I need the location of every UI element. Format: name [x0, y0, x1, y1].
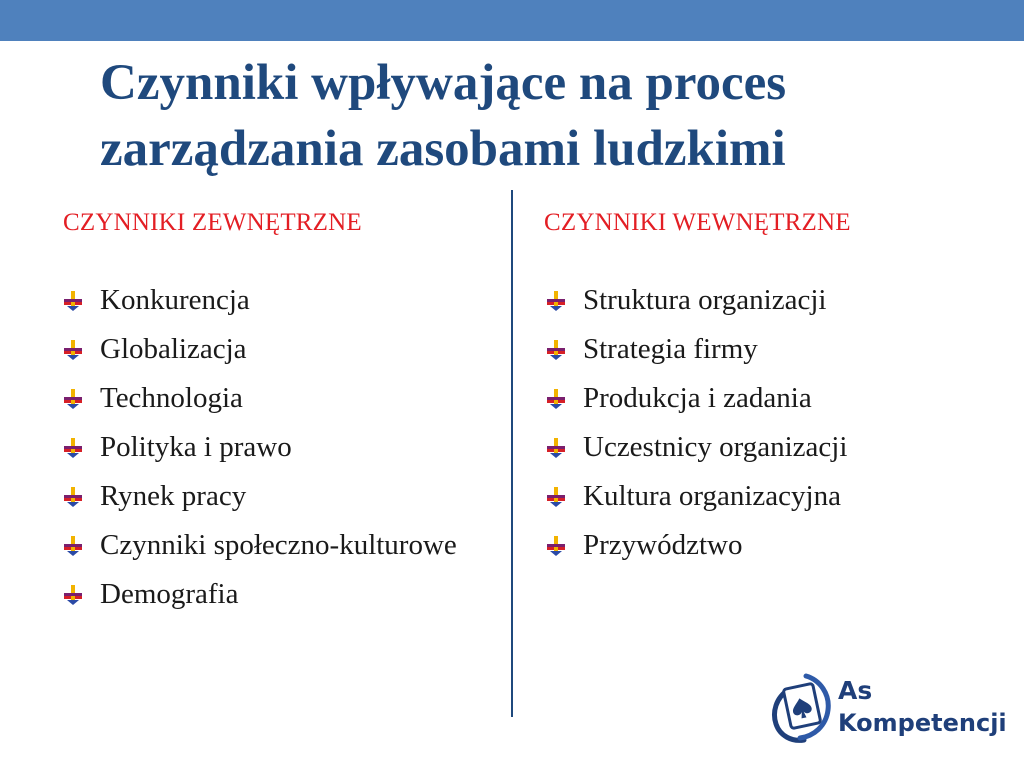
bullet-list-item: [545, 379, 965, 417]
logo-text-kompetencji: Kompetencji: [838, 709, 1007, 737]
bullet-item-text: Uczestnicy organizacji: [583, 431, 848, 463]
bullet-list-item: [62, 281, 482, 319]
bullet-item-text: Produkcja i zadania: [583, 382, 812, 414]
bullet-item-text: Rynek pracy: [100, 480, 247, 512]
arrow-bullet-icon: [545, 338, 567, 360]
bullet-list-item: [545, 477, 965, 515]
bullet-item-text: Kultura organizacyjna: [583, 480, 841, 512]
bullet-item-text: Przywództwo: [583, 529, 743, 561]
arrow-bullet-icon: [545, 534, 567, 556]
internal-factors-list: [545, 281, 965, 575]
bullet-list-item: [62, 330, 482, 368]
as-kompetencji-logo: [770, 672, 1007, 748]
bullet-list-item: [62, 575, 482, 613]
arrow-bullet-icon: [62, 289, 84, 311]
bullet-item-text: Demografia: [100, 578, 239, 610]
arrow-bullet-icon: [545, 485, 567, 507]
bullet-list-item: [62, 428, 482, 466]
external-factors-heading: CZYNNIKI ZEWNĘTRZNE: [63, 209, 362, 236]
bullet-list-item: [62, 379, 482, 417]
arrow-bullet-icon: [62, 485, 84, 507]
bullet-item-text: Konkurencja: [100, 284, 250, 316]
bullet-item-text: Polityka i prawo: [100, 431, 292, 463]
slide-title: [100, 50, 980, 182]
arrow-bullet-icon: [545, 387, 567, 409]
arrow-bullet-icon: [62, 387, 84, 409]
bullet-item-text: Globalizacja: [100, 333, 247, 365]
arrow-bullet-icon: [62, 436, 84, 458]
bullet-item-text: Struktura organizacji: [583, 284, 827, 316]
bullet-list-item: [545, 428, 965, 466]
bullet-item-text: Czynniki społeczno-kulturowe: [100, 529, 457, 561]
bullet-list-item: [62, 477, 482, 515]
bullet-item-text: Strategia firmy: [583, 333, 758, 365]
slide-title-line-2: zarządzania zasobami ludzkimi: [100, 121, 786, 177]
arrow-bullet-icon: [62, 338, 84, 360]
arrow-bullet-icon: [545, 436, 567, 458]
arrow-bullet-icon: [545, 289, 567, 311]
external-factors-list: [62, 281, 482, 624]
arrow-bullet-icon: [62, 583, 84, 605]
bullet-item-text: Technologia: [100, 382, 243, 414]
spade-card-icon: [770, 672, 832, 744]
bullet-list-item: [545, 330, 965, 368]
bullet-list-item: [545, 526, 965, 564]
internal-factors-heading: CZYNNIKI WEWNĘTRZNE: [544, 209, 851, 236]
logo-text-as: As: [838, 676, 873, 705]
arrow-bullet-icon: [62, 534, 84, 556]
bullet-list-item: [62, 526, 482, 564]
column-divider: [511, 190, 513, 717]
top-accent-bar: [0, 0, 1024, 41]
bullet-list-item: [545, 281, 965, 319]
slide-title-line-1: Czynniki wpływające na proces: [100, 55, 787, 111]
